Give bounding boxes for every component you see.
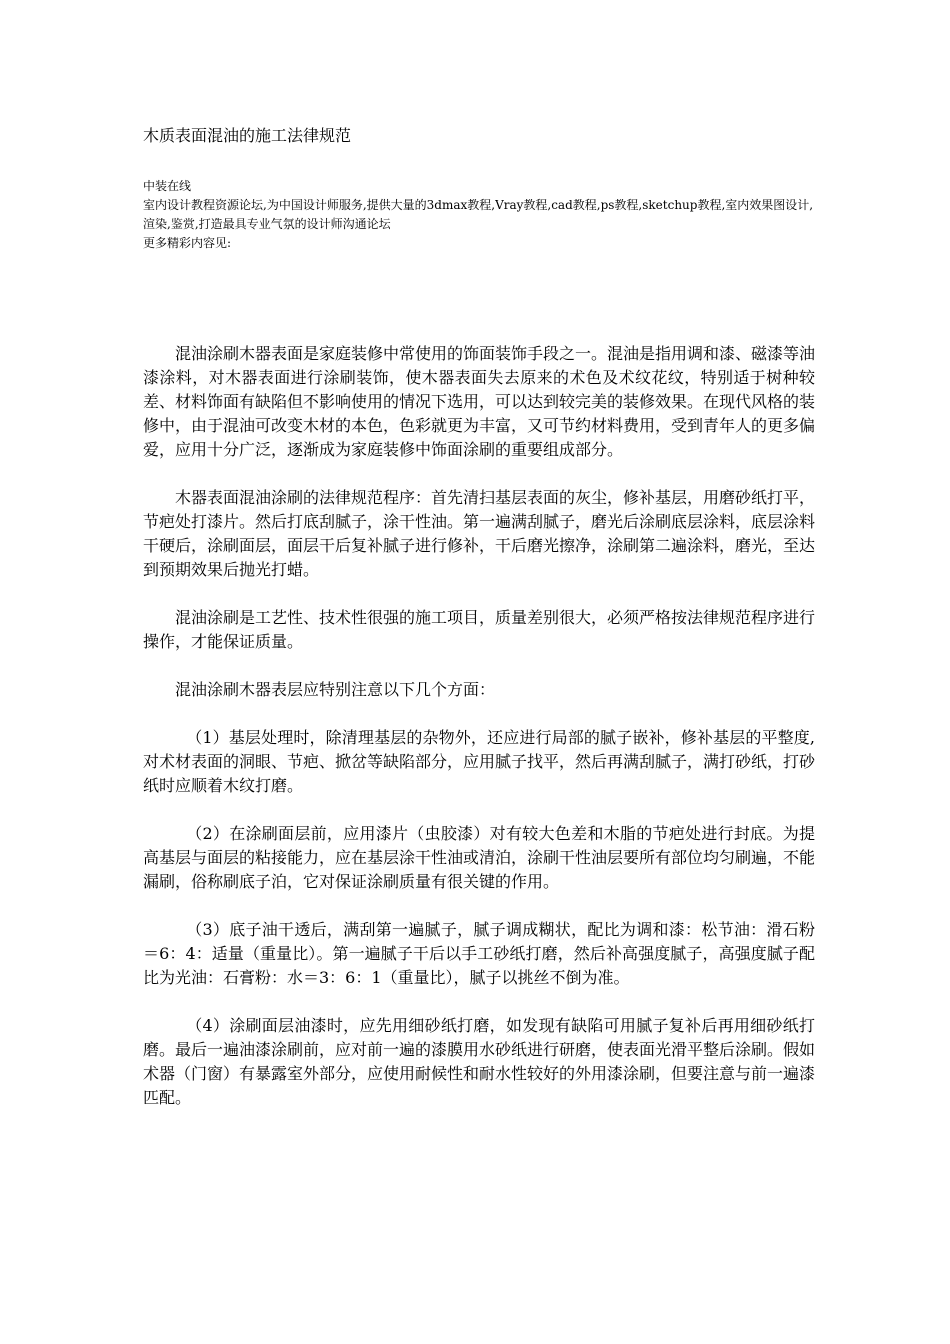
source-label: 中装在线 [143,179,192,193]
paragraph-note-4: （4）涂刷面层油漆时，应先用细砂纸打磨，如发现有缺陷可用腻子复补后再用细砂纸打磨。最后一遍油漆涂刷前，应对前一遍的漆膜用水砂纸进行研磨，使表面光滑平整后涂刷。假如术器（门窗）有暴露室外部分，应使用耐候性和耐水性较好的外用漆涂刷，但要注意与前一遍漆匹配。 [143,1016,816,1107]
paragraph-note-1: （1）基层处理时，除清理基层的杂物外，还应进行局部的腻子嵌补，修补基层的平整度,对术材表面的洞眼、节疤、掀岔等缺陷部分，应用腻子找平，然后再满刮腻子，满打砂纸，打砂纸时应顺着木纹打磨。 [143,728,816,795]
paragraph-procedure: 木器表面混油涂刷的法律规范程序：首先清扫基层表面的灰尘，修补基层，用磨砂纸打平，节疤处打漆片。然后打底刮腻子，涂干性油。第一遍满刮腻子，磨光后涂刷底层涂料，底层涂料干硬后，涂刷面层，面层干后复补腻子进行修补，干后磨光擦净，涂刷第二遍涂料，磨光，至达到预期效果后抛光打蜡。 [143,488,816,579]
site-description: 室内设计教程资源论坛,为中国设计师服务,提供大量的3dmax教程,Vray教程,cad教程,ps教程,sketchup教程,室内效果图设计,渲染,鉴赏,打造最具专业气氛的设计师沟通论坛 [143,198,814,231]
paragraph-note-2: （2）在涂刷面层前，应用漆片（虫胶漆）对有较大色差和木脂的节疤处进行封底。为提高基层与面层的粘接能力，应在基层涂干性油或清泊，涂刷干性油层要所有部位均匀刷遍，不能漏刷，俗称刷底子泊，它对保证涂刷质量有很关键的作用。 [143,824,816,891]
paragraph-notes-heading: 混油涂刷木器表层应特别注意以下几个方面： [175,680,496,699]
paragraph-note-3: （3）底子油干透后，满刮第一遍腻子，腻子调成糊状，配比为调和漆：松节油：滑石粉＝6：4：适量（重量比）。第一遍腻子干后以手工砂纸打磨，然后补高强度腻子，高强度腻子配比为光油：石膏粉：水＝3：6：1（重量比），腻子以挑丝不倒为准。 [143,920,815,987]
more-content-label: 更多精彩内容见: [143,236,232,250]
paragraph-intro: 混油涂刷木器表面是家庭装修中常使用的饰面装饰手段之一。混油是指用调和漆、磁漆等油漆涂料，对木器表面进行涂刷装饰，使木器表面失去原来的术色及术纹花纹，特别适于树种较差、材料饰面有缺陷但不影响使用的情况下选用，可以达到较完美的装修效果。在现代风格的装修中，由于混油可改变木材的本色，色彩就更为丰富，又可节约材料费用，受到青年人的更多偏爱，应用十分广泛，逐渐成为家庭装修中饰面涂刷的重要组成部分。 [143,344,816,459]
document-header-info [143,177,823,253]
document-body [143,342,815,1134]
paragraph-quality: 混油涂刷是工艺性、技术性很强的施工项目，质量差别很大，必须严格按法律规范程序进行操作，才能保证质量。 [143,608,816,651]
document-title: 木质表面混油的施工法律规范 [143,126,352,145]
